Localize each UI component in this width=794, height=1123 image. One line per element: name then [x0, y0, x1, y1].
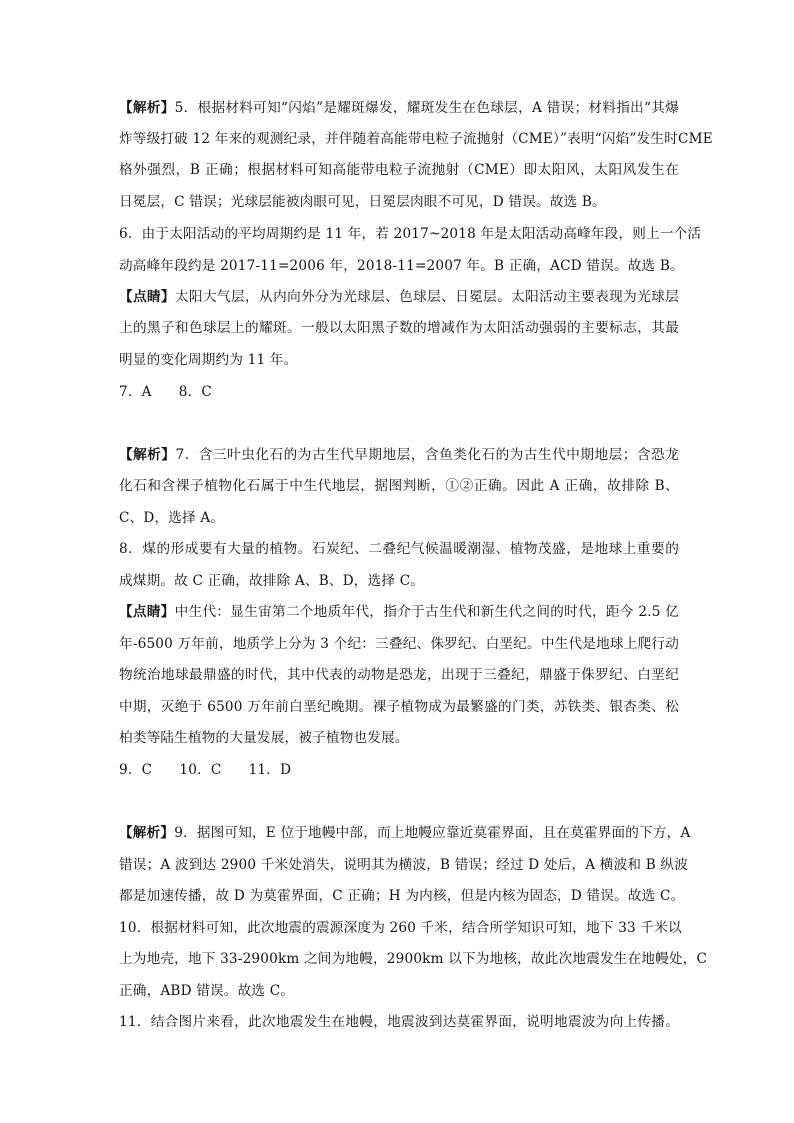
tip-tag: 【点睛】 [119, 604, 175, 620]
tip-line: 上的黑子和色球层上的耀斑。一般以太阳黑子数的增减作为太阳活动强弱的主要标志，其最 [119, 320, 679, 336]
answer-line: 7．A 8．C [119, 384, 213, 400]
analysis-tag: 【解析】 [119, 825, 175, 841]
analysis-line: C、D，选择 A。 [119, 510, 225, 526]
analysis-line [119, 98, 679, 118]
analysis-line: 上为地壳，地下 33-2900km 之间为地幔，2900km 以下为地核，故此次地震发生在地幔处，C [119, 951, 708, 967]
line-text: 太阳大气层，从内向外分为光球层、色球层、日冕层。太阳活动主要表现为光球层 [175, 289, 679, 305]
analysis-line: 成煤期。故 C 正确，故排除 A、B、D，选择 C。 [119, 573, 425, 589]
answer-line: 9．C 10．C 11．D [119, 762, 292, 778]
tip-line [119, 602, 679, 622]
tip-line: 中期，灭绝于 6500 万年前白垩纪晚期。裸子植物成为最繁盛的门类，苏铁类、银杏类、松 [119, 699, 679, 715]
analysis-line: 格外强烈，B 正确；根据材料可知高能带电粒子流抛射（CME）即太阳风，太阳风发生在 [119, 162, 679, 178]
tip-line: 年-6500 万年前，地质学上分为 3 个纪：三叠纪、侏罗纪、白垩纪。中生代是地球上爬行动 [119, 636, 679, 652]
tip-line: 明显的变化周期约为 11 年。 [119, 352, 298, 368]
analysis-line: 错误；A 波到达 2900 千米处消失，说明其为横波，B 错误；经过 D 处后，A 横波和 B 纵波 [119, 857, 688, 873]
tip-tag: 【点睛】 [119, 289, 176, 305]
line-text: 中生代：显生宙第二个地质年代，指介于古生代和新生代之间的时代，距今 2.5 亿 [174, 604, 679, 620]
analysis-line [119, 823, 691, 843]
analysis-line: 正确，ABD 错误。故选 C。 [119, 983, 295, 999]
analysis-line: 动高峰年段约是 2017-11=2006 年，2018-11=2007 年。B 正确，ACD 错误。故选 B。 [119, 258, 684, 274]
analysis-tag: 【解析】 [119, 100, 175, 116]
line-text: 5．根据材料可知“闪焰”是耀斑爆发，耀斑发生在色球层，A 错误；材料指出“其爆 [174, 100, 679, 116]
analysis-line: 11．结合图片来看，此次地震发生在地幔，地震波到达莫霍界面，说明地震波为向上传播。 [119, 1014, 679, 1030]
analysis-line [119, 445, 679, 465]
analysis-line: 炸等级打破 12 年来的观测纪录，并伴随着高能带电粒子流抛射（CME）”表明“闪焰”发生时CME [119, 131, 713, 147]
analysis-tag: 【解析】 [119, 447, 176, 463]
analysis-line: 8．煤的形成要有大量的植物。石炭纪、二叠纪气候温暖潮湿、植物茂盛，是地球上重要的 [119, 541, 679, 557]
tip-line: 柏类等陆生植物的大量发展，被子植物也发展。 [119, 730, 409, 746]
analysis-line: 都是加速传播，故 D 为莫霍界面，C 正确；H 为内核，但是内核为固态，D 错误。故选 C。 [119, 888, 685, 904]
analysis-line: 6．由于太阳活动的平均周期约是 11 年，若 2017~2018 年是太阳活动高峰年段，则上一个活 [119, 226, 702, 242]
tip-line [119, 287, 679, 307]
analysis-line: 10．根据材料可知，此次地震的震源深度为 260 千米，结合所学知识可知，地下 33 千米以 [119, 920, 682, 936]
analysis-line: 日冕层，C 错误；光球层能被肉眼可见，日冕层肉眼不可见，D 错误。故选 B。 [119, 194, 606, 210]
analysis-line: 化石和含裸子植物化石属于中生代地层，据图判断，①②正确。因此 A 正确，故排除 B、 [119, 478, 679, 494]
tip-line: 物统治地球最鼎盛的时代，其中代表的动物是恐龙，出现于三叠纪，鼎盛于侏罗纪、白垩纪 [119, 667, 679, 683]
line-text: 9．据图可知，E 位于地幔中部，而上地幔应靠近莫霍界面，且在莫霍界面的下方，A [174, 825, 691, 841]
line-text: 7．含三叶虫化石的为古生代早期地层，含鱼类化石的为古生代中期地层；含恐龙 [175, 447, 679, 463]
